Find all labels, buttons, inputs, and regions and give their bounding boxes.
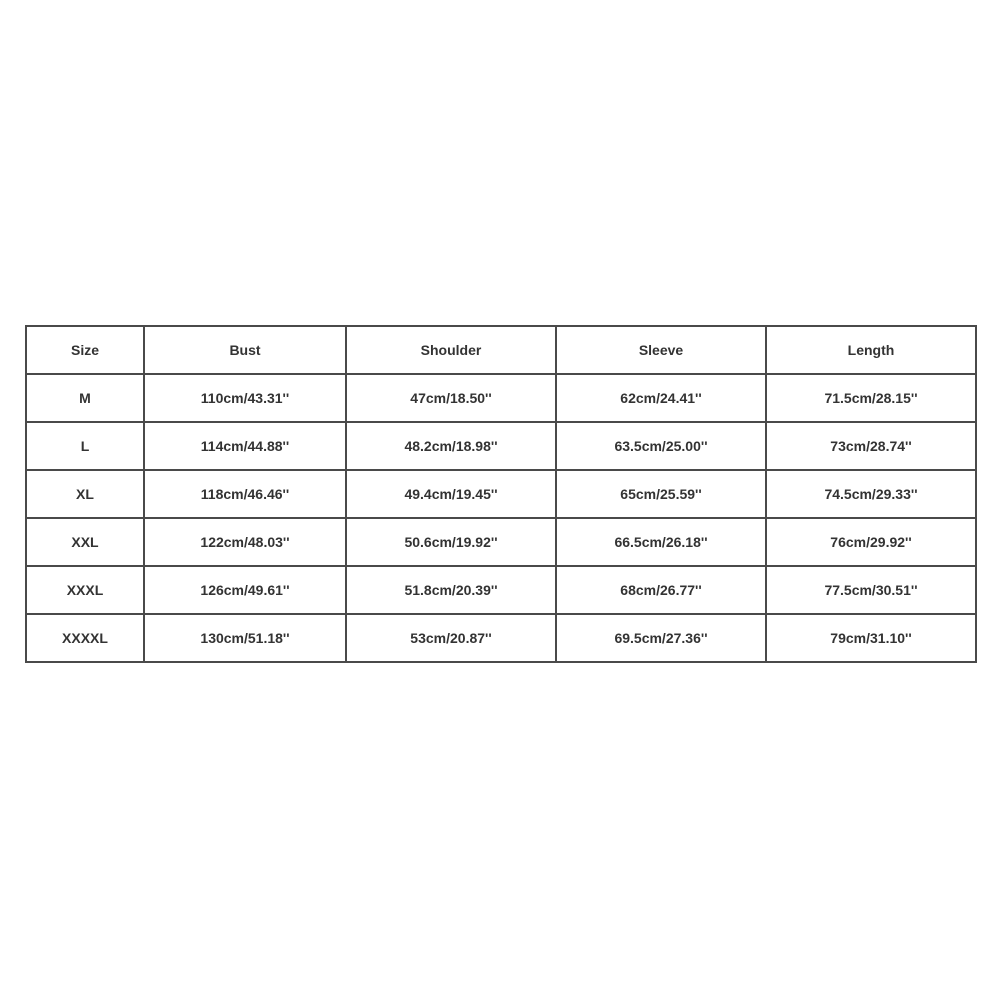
header-row — [26, 326, 976, 374]
cell-bust: 114cm/44.88'' — [144, 422, 346, 470]
cell-size: XXXL — [26, 566, 144, 614]
cell-sleeve: 63.5cm/25.00'' — [556, 422, 766, 470]
table-row — [26, 470, 976, 518]
cell-sleeve: 69.5cm/27.36'' — [556, 614, 766, 662]
header-bust: Bust — [144, 326, 346, 374]
cell-shoulder: 50.6cm/19.92'' — [346, 518, 556, 566]
cell-bust: 118cm/46.46'' — [144, 470, 346, 518]
table-header — [26, 326, 976, 374]
size-chart-table — [25, 325, 977, 663]
cell-length: 79cm/31.10'' — [766, 614, 976, 662]
table-row — [26, 374, 976, 422]
header-shoulder: Shoulder — [346, 326, 556, 374]
cell-size: XL — [26, 470, 144, 518]
cell-bust: 130cm/51.18'' — [144, 614, 346, 662]
cell-shoulder: 49.4cm/19.45'' — [346, 470, 556, 518]
cell-length: 77.5cm/30.51'' — [766, 566, 976, 614]
cell-length: 73cm/28.74'' — [766, 422, 976, 470]
header-length: Length — [766, 326, 976, 374]
header-size: Size — [26, 326, 144, 374]
table-row — [26, 566, 976, 614]
cell-length: 71.5cm/28.15'' — [766, 374, 976, 422]
table-row — [26, 422, 976, 470]
cell-length: 76cm/29.92'' — [766, 518, 976, 566]
table-row — [26, 614, 976, 662]
header-sleeve: Sleeve — [556, 326, 766, 374]
cell-bust: 126cm/49.61'' — [144, 566, 346, 614]
cell-size: L — [26, 422, 144, 470]
cell-size: XXXXL — [26, 614, 144, 662]
table-body — [26, 374, 976, 662]
table-row — [26, 518, 976, 566]
cell-sleeve: 68cm/26.77'' — [556, 566, 766, 614]
cell-bust: 110cm/43.31'' — [144, 374, 346, 422]
cell-sleeve: 65cm/25.59'' — [556, 470, 766, 518]
cell-shoulder: 47cm/18.50'' — [346, 374, 556, 422]
cell-sleeve: 66.5cm/26.18'' — [556, 518, 766, 566]
cell-length: 74.5cm/29.33'' — [766, 470, 976, 518]
cell-sleeve: 62cm/24.41'' — [556, 374, 766, 422]
cell-size: XXL — [26, 518, 144, 566]
cell-shoulder: 48.2cm/18.98'' — [346, 422, 556, 470]
cell-shoulder: 51.8cm/20.39'' — [346, 566, 556, 614]
cell-shoulder: 53cm/20.87'' — [346, 614, 556, 662]
cell-bust: 122cm/48.03'' — [144, 518, 346, 566]
cell-size: M — [26, 374, 144, 422]
